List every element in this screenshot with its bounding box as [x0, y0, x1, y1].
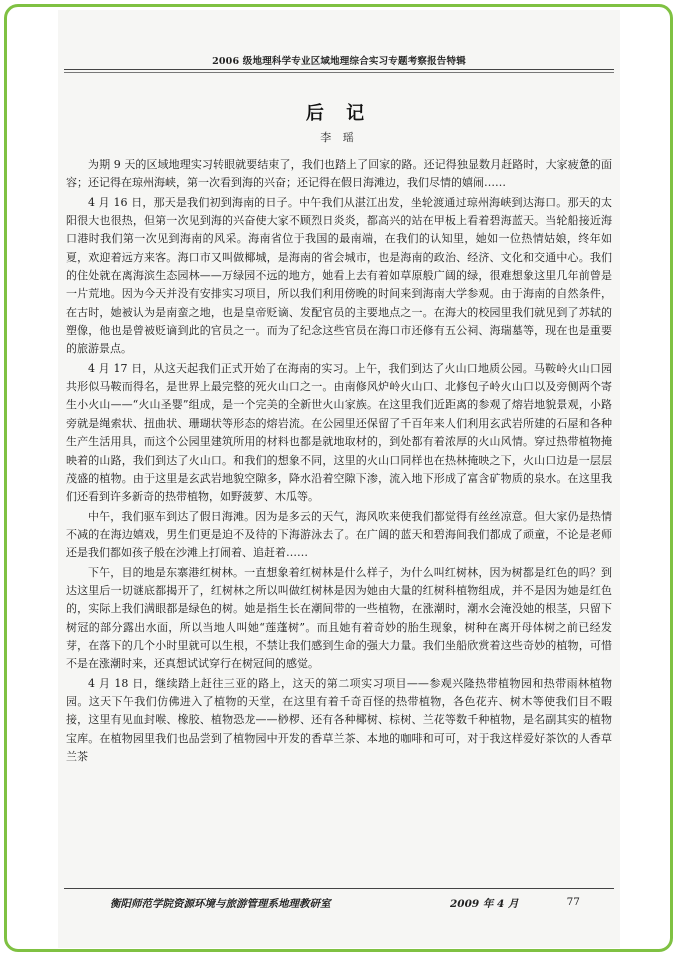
header-rule-thin: [64, 72, 614, 73]
paragraph: 中午，我们驱车到达了假日海滩。因为是多云的天气，海风吹来使我们都觉得有丝丝凉意。但大家仍是热情不减的在海边嬉戏，男生们更是迫不及待的下海游泳去了。在广阔的蓝天和碧海间我们都成了顽童，不论是老师还是我们都如孩子般在沙滩上打闹着、追赶着……: [66, 509, 612, 560]
footer-organization: 衡阳师范学院资源环境与旅游管理系地理教研室: [110, 898, 331, 910]
paragraph: 下午，目的地是东寨港红树林。一直想象着红树林是什么样子，为什么叫红树林，因为树都是红色的吗？到达这里后一切谜底都揭开了，红树林之所以叫做红树林是因为她由大量的红树科植物组成，并不是因为她是红色的，实际上我们满眼都是绿色的树。她是指生长在潮间带的一些植物，在涨潮时，潮水会淹没她的根茎，只留下树冠的部分露出水面，所以当地人叫她“莲蓬树”。而且她有着奇妙的胎生现象，树种在离开母体树之前已经发芽，在落下的几个小时里就可以生根，不禁让我们感到生命的强大力量。我们坐船欣赏着这些奇妙的植物，可惜不是在涨潮时来，还真想试试穿行在树冠间的感觉。: [66, 565, 612, 671]
document-page: [58, 10, 620, 948]
footer-date: 2009 年 4 月: [450, 898, 519, 910]
paragraph: 为期 9 天的区域地理实习转眼就要结束了，我们也踏上了回家的路。还记得独显数月赶路时，大家疲惫的面容；还记得在琼州海峡，第一次看到海的兴奋；还记得在假日海滩边，我们尽情的嬉闹……: [66, 158, 612, 190]
article-body: [66, 156, 612, 767]
header-rule: [64, 69, 614, 70]
page-title: 后 记: [305, 103, 373, 124]
paragraph: 4 月 18 日，继续踏上赶往三亚的路上，这天的第二项实习项目——参观兴隆热带植物园和热带雨林植物园。这天下午我们仿佛进入了植物的天堂，在这里有着千奇百怪的热带植物，各色花卉、树木等使我们目不暇接，这里有见血封喉、橡胶、植物恐龙——桫椤、还有各种椰树、棕树、兰花等数千种植物，是名副其实的植物宝库。在植物园里我们也品尝到了植物园中开发的香草兰茶、本地的咖啡和可可，对于我这样爱好茶饮的人香草兰茶: [66, 676, 612, 763]
paragraph: 4 月 16 日，那天是我们初到海南的日子。中午我们从湛江出发，坐轮渡通过琼州海峡到达海口。那天的太阳很大也很热，但第一次见到海的兴奋使大家不顾烈日炎炎，都高兴的站在甲板上看着碧海蓝天。当轮船接近海口港时我们第一次见到海南的风采。海南省位于我国的最南端，在我们的认知里，她如一位热情姑娘，终年如夏，欢迎着远方来客。海口市又叫做椰城，是海南的省会城市，也是海南的政治、经济、文化和交通中心。我们的住处就在离海滨生态园林——万绿园不远的地方，她看上去有着如草原般广阔的绿，很难想象这里几年前曾是一片荒地。因为今天并没有安排实习项目，所以我们利用傍晚的时间来到海南大学参观。由于海南的自然条件，在古时，她被认为是南蛮之地，也是皇帝贬谪、发配官员的主要地点之一。在海大的校园里我们就见到了苏轼的塑像，他也是曾被贬谪到此的官员之一。而为了纪念这些官员在海口市还修有五公祠、海瑞墓等，现在也是重要的旅游景点。: [66, 195, 612, 356]
paragraph: 4 月 17 日，从这天起我们正式开始了在海南的实习。上午，我们到达了火山口地质公园。马鞍岭火山口园共形似马鞍而得名，是世界上最完整的死火山口之一。由南修风炉岭火山口、北修包子岭火山口以及旁侧两个寄生小火山——“火山圣婴”组成，是一个完美的全新世火山家族。在这里我们近距离的参观了熔岩地貌景观，小路旁就是绳索状、扭曲状、珊瑚状等形态的熔岩流。在公园里还保留了千百年来人们利用玄武岩所建的石屋和各种生产生活用具，而这个公园里建筑所用的材料也都是就地取材的，到处都有着浓厚的火山风情。穿过热带植物掩映着的山路，我们到达了火山口。和我们的想象不同，这里的火山口同样也在热林掩映之下，火山口边是一层层茂盛的植物。由于这里是玄武岩地貌空隙多，降水沿着空隙下渗，流入地下形成了富含矿物质的泉水。在这里我们还看到许多新奇的热带植物，如野菠萝、木瓜等。: [66, 361, 612, 504]
footer-rule: [64, 888, 614, 889]
author-name: 李 瑶: [320, 131, 358, 144]
running-header: 2006 级地理科学专业区域地理综合实习专题考察报告特辑: [212, 56, 466, 67]
page-number: 77: [566, 896, 580, 908]
